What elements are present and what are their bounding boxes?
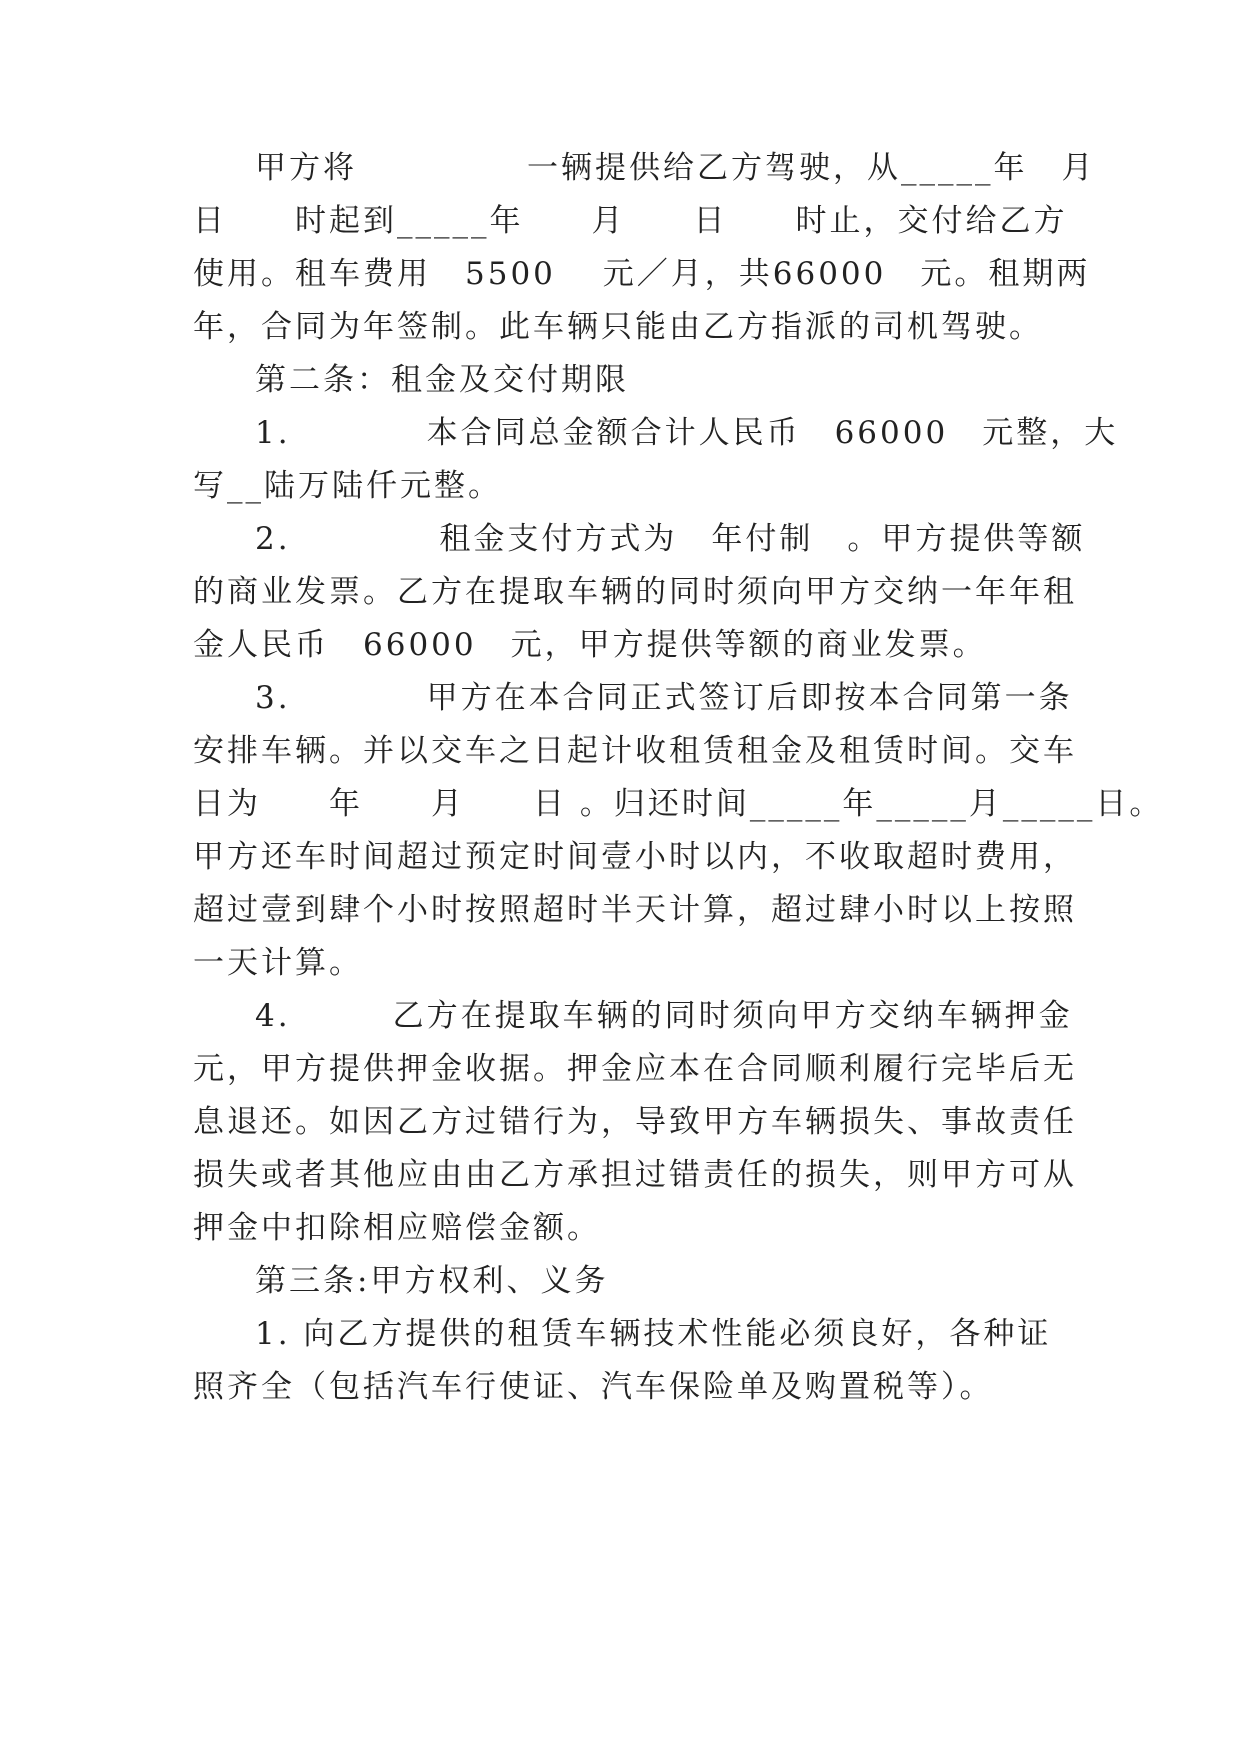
text-line: 金人民币 66000 元，甲方提供等额的商业发票。 [193,627,987,663]
text-line: 押金中扣除相应赔偿金额。 [193,1210,601,1246]
section-heading: 第三条:甲方权利、义务 [255,1263,609,1299]
text-line: 2. 租金支付方式为 年付制 。甲方提供等额 [255,521,1086,557]
text-line: 日为 年 月 日 。归还时间_____年_____月_____日。 [193,786,1164,822]
text-line: 甲方还车时间超过预定时间壹小时以内，不收取超时费用， [193,839,1077,875]
text-line: 的商业发票。乙方在提取车辆的同时须向甲方交纳一年年租 [193,574,1077,610]
text-line: 元，甲方提供押金收据。押金应本在合同顺利履行完毕后无 [193,1051,1077,1087]
text-line: 照齐全（包括汽车行使证、汽车保险单及购置税等）。 [193,1369,994,1405]
text-line: 息退还。如因乙方过错行为，导致甲方车辆损失、事故责任 [193,1104,1077,1140]
text-line: 超过壹到肆个小时按照超时半天计算，超过肆小时以上按照 [193,892,1077,928]
text-line: 年，合同为年签制。此车辆只能由乙方指派的司机驾驶。 [193,309,1043,345]
text-line: 安排车辆。并以交车之日起计收租赁租金及租赁时间。交车 [193,733,1077,769]
text-line: 一天计算。 [193,945,363,981]
text-line: 使用。租车费用 5500 元／月，共66000 元。租期两 [193,256,1091,292]
text-line: 4. 乙方在提取车辆的同时须向甲方交纳车辆押金 [255,998,1073,1034]
text-line: 日 时起到_____年 月 日 时止，交付给乙方 [193,203,1068,239]
text-line: 写__陆万陆仟元整。 [193,468,502,504]
text-line: 1. 本合同总金额合计人民币 66000 元整，大 [255,415,1119,451]
section-heading: 第二条：租金及交付期限 [255,362,629,398]
text-line: 1. 向乙方提供的租赁车辆技术性能必须良好，各种证 [255,1316,1052,1352]
text-line: 甲方将 一辆提供给乙方驾驶，从_____年 月 [255,150,1096,186]
text-line: 3. 甲方在本合同正式签订后即按本合同第一条 [255,680,1073,716]
text-line: 损失或者其他应由由乙方承担过错责任的损失，则甲方可从 [193,1157,1077,1193]
